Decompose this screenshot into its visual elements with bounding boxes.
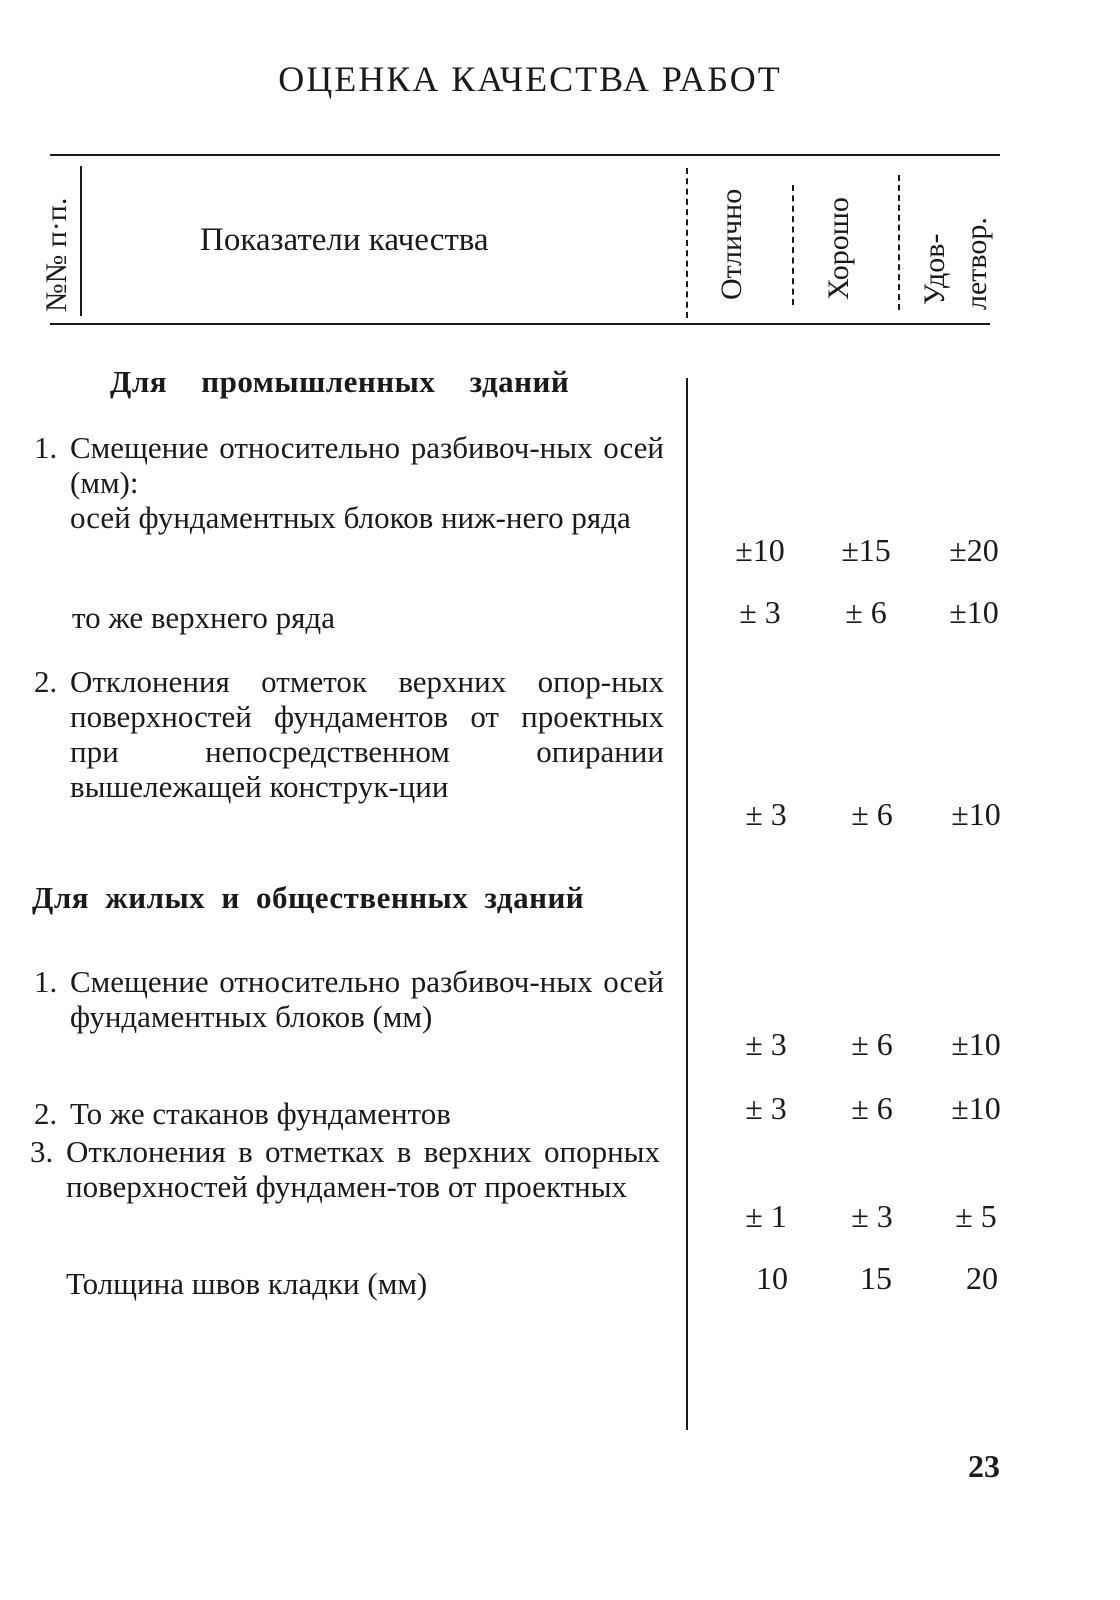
item-number: 2.	[34, 1096, 58, 1131]
item-text: Отклонения в отметках в верхних опорных поверхностей фундамен-тов от проектных	[66, 1134, 660, 1204]
header-grade-good: Хорошо	[822, 197, 855, 300]
value-satisfactory: ±10	[951, 1090, 1001, 1126]
header-num-col: №№ п·п.	[40, 197, 73, 312]
value-satisfactory: ±10	[951, 796, 1001, 832]
value-excellent: ± 3	[745, 1090, 787, 1126]
item-number: 2.	[34, 664, 58, 699]
header-grade-satisfactory-2: летвор.	[960, 217, 993, 310]
header-divider-values	[686, 168, 688, 318]
value-good: 15	[860, 1260, 892, 1296]
list-item	[30, 1134, 660, 1204]
header-divider-excellent	[792, 185, 794, 305]
item-text: Смещение относительно разбивоч-ных осей фундаментных блоков (мм)	[70, 964, 664, 1034]
item-text: Толщина швов кладки (мм)	[66, 1266, 428, 1301]
header-grade-excellent: Отлично	[715, 188, 748, 300]
header-top-rule	[50, 154, 1000, 156]
value-good: ±15	[841, 532, 891, 568]
value-excellent: 10	[756, 1260, 788, 1296]
section-heading-residential: Для жилых и общественных зданий	[32, 880, 585, 915]
value-excellent: ± 3	[745, 1026, 787, 1062]
value-good: ± 6	[845, 594, 887, 630]
value-excellent: ±10	[735, 532, 785, 568]
header-grade-satisfactory-1: Удов-	[918, 233, 951, 305]
value-satisfactory: ±10	[951, 1026, 1001, 1062]
header-divider-num	[80, 166, 82, 316]
item-text: Смещение относительно разбивоч-ных осей (мм):	[70, 430, 664, 500]
value-excellent: ± 3	[739, 594, 781, 630]
value-good: ± 3	[851, 1198, 893, 1234]
value-good: ± 6	[851, 796, 893, 832]
item-number: 3.	[30, 1134, 54, 1169]
page-number: 23	[968, 1448, 1000, 1484]
page-title: ОЦЕНКА КАЧЕСТВА РАБОТ	[278, 59, 782, 99]
value-good: ± 6	[851, 1026, 893, 1062]
section-heading-industrial: Для промышленных зданий	[110, 364, 570, 399]
header-divider-good	[898, 175, 900, 310]
list-item	[34, 964, 664, 1034]
item-text: Отклонения отметок верхних опор-ных поверхностей фундаментов от проектных при непосредственном опирании вышележащей конструк-ции	[70, 664, 664, 804]
list-item	[34, 430, 664, 535]
value-satisfactory: 20	[966, 1260, 998, 1296]
header-indicators-col: Показатели качества	[200, 222, 489, 258]
value-excellent: ± 1	[745, 1198, 787, 1234]
value-excellent: ± 3	[745, 796, 787, 832]
header-bottom-rule	[50, 323, 990, 325]
value-good: ± 6	[851, 1090, 893, 1126]
item-text: то же верхнего ряда	[72, 600, 335, 635]
value-satisfactory: ±20	[949, 532, 999, 568]
value-satisfactory: ± 5	[955, 1198, 997, 1234]
item-text: То же стаканов фундаментов	[70, 1096, 451, 1131]
item-number: 1.	[34, 430, 58, 465]
value-satisfactory: ±10	[949, 594, 999, 630]
item-subtext: осей фундаментных блоков ниж-него ряда	[70, 500, 631, 535]
list-item	[34, 664, 664, 804]
body-divider	[686, 378, 688, 1430]
list-item	[34, 1096, 664, 1131]
item-number: 1.	[34, 964, 58, 999]
